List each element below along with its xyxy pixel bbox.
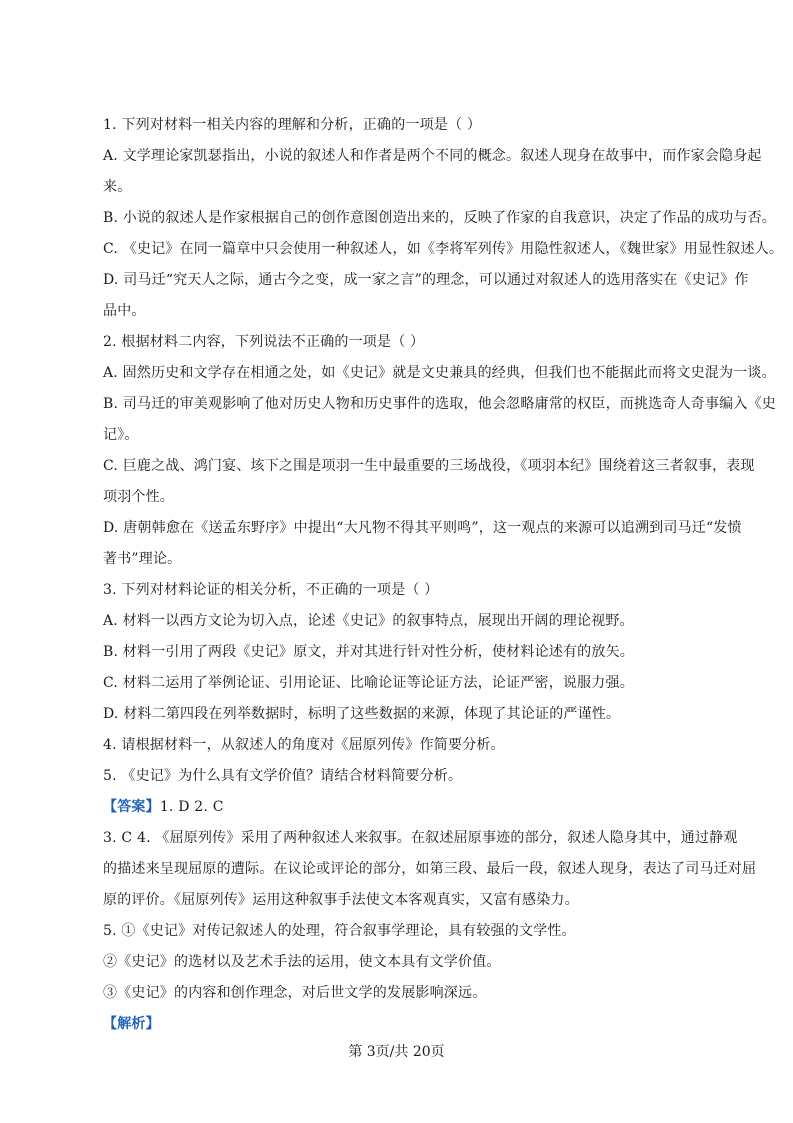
question-3-option-c: C. 材料二运用了举例论证、引用论证、比喻论证等论证方法，论证严密，说服力强。: [103, 675, 634, 691]
question-2-stem: 2. 根据材料二内容，下列说法不正确的一项是（ ）: [103, 334, 425, 350]
answer-5-point-2: ②《史记》的选材以及艺术手法的运用，使文本具有文学价值。: [103, 954, 501, 970]
answer-3-4: 3. C 4. 《屈原列传》采用了两种叙述人来叙事。在叙述屈原事迹的部分，叙述人隐身其中，通过静观: [103, 830, 738, 846]
question-2-option-a: A. 固然历史和文学存在相通之处，如《史记》就是文史兼具的经典，但我们也不能据此而将文史混为一谈。: [103, 365, 776, 381]
answer-5-point-3: ③《史记》的内容和创作理念，对后世文学的发展影响深远。: [103, 985, 487, 1001]
page-content: [103, 110, 784, 1040]
answer-5-point-1: 5. ①《史记》对传记叙述人的处理，符合叙事学理论，具有较强的文学性。: [103, 923, 576, 939]
question-1-option-d: D. 司马迁“究天人之际，通古今之变，成一家之言”的理念，可以通过对叙述人的选用落实在《史记》作: [103, 272, 749, 288]
question-3-option-d: D. 材料二第四段在列举数据时，标明了这些数据的来源，体现了其论证的严谨性。: [103, 706, 621, 722]
question-4: 4. 请根据材料一，从叙述人的角度对《屈原列传》作简要分析。: [103, 737, 505, 753]
question-3-stem: 3. 下列对材料论证的相关分析，不正确的一项是（ ）: [103, 582, 439, 598]
question-1-option-a-cont: 来。: [103, 179, 132, 195]
question-2-option-b: B. 司马迁的审美观影响了他对历史人物和历史事件的选取，他会忽略庸常的权臣，而挑选奇人奇事编入《史: [103, 396, 776, 412]
answer-label: 【答案】: [103, 799, 160, 815]
question-5: 5. 《史记》为什么具有文学价值？请结合材料简要分析。: [103, 768, 463, 784]
answer-line: [103, 792, 693, 823]
question-3-option-b: B. 材料一引用了两段《史记》原文，并对其进行针对性分析，使材料论述有的放矢。: [103, 644, 634, 660]
analysis-label: 【解析】: [103, 1016, 160, 1032]
answer-4-cont-1: 的描述来呈现屈原的遭际。在议论或评论的部分，如第三段、最后一段，叙述人现身，表达了司马迁对屈: [103, 861, 757, 877]
question-1-option-c: C. 《史记》在同一篇章中只会使用一种叙述人，如《李将军列传》用隐性叙述人，《魏世家》用显性叙述人。: [103, 241, 784, 257]
question-2-option-c-cont: 项羽个性。: [103, 489, 174, 505]
page-footer: 第 3页/共 20页: [348, 1044, 445, 1060]
question-2-option-d: D. 唐朝韩愈在《送孟东野序》中提出“大凡物不得其平则鸣”，这一观点的来源可以追溯到司马迁“发愤: [103, 520, 742, 536]
question-1-option-d-cont: 品中。: [103, 303, 146, 319]
question-2-option-c: C. 巨鹿之战、鸿门宴、垓下之围是项羽一生中最重要的三场战役，《项羽本纪》围绕着这三者叙事，表现: [103, 458, 755, 474]
answer-text: 1. D 2. C: [159, 799, 224, 815]
question-2-option-b-cont: 记》。: [103, 427, 139, 443]
question-1-option-b: B. 小说的叙述人是作家根据自己的创作意图创造出来的，反映了作家的自我意识，决定了作品的成功与否。: [103, 210, 776, 226]
answer-4-cont-2: 原的评价。《屈原列传》运用这种叙事手法使文本客观真实，又富有感染力。: [103, 892, 579, 908]
question-1-option-a: A. 文学理论家凯瑟指出，小说的叙述人和作者是两个不同的概念。叙述人现身在故事中，而作家会隐身起: [103, 148, 762, 164]
question-3-option-a: A. 材料一以西方文论为切入点，论述《史记》的叙事特点，展现出开阔的理论视野。: [103, 613, 634, 629]
question-2-option-d-cont: 著书”理论。: [103, 551, 182, 567]
question-1-stem: 1. 下列对材料一相关内容的理解和分析，正确的一项是（ ）: [103, 117, 482, 133]
analysis-line: [103, 1009, 693, 1040]
